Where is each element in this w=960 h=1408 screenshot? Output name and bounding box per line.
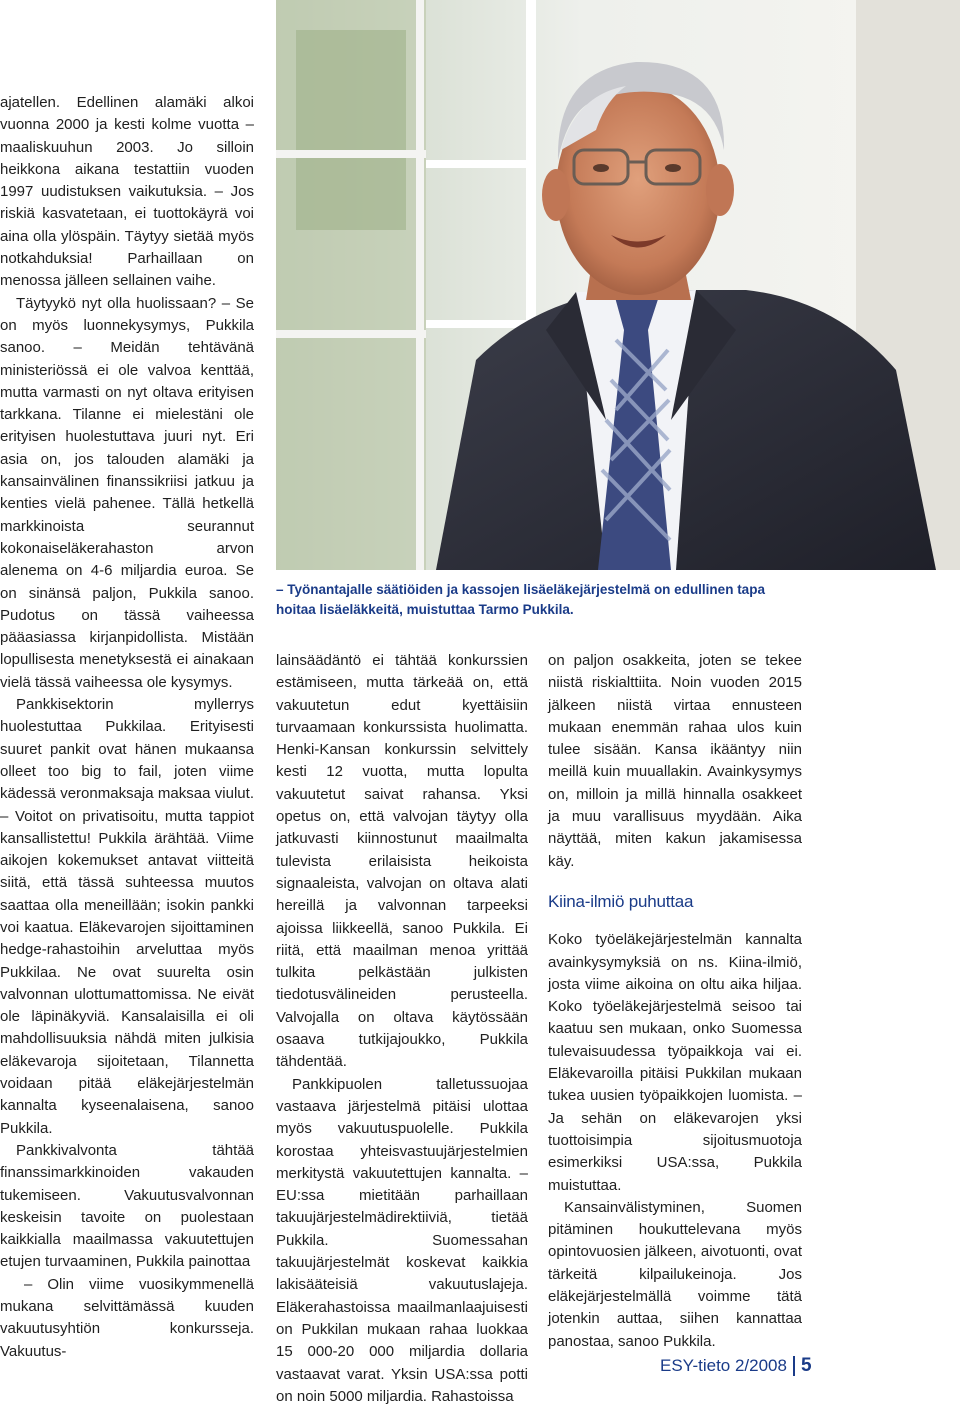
left-article-column	[0, 92, 254, 1363]
portrait-photo	[276, 0, 960, 570]
section-subheading: Kiina-ilmiö puhuttaa	[548, 891, 694, 911]
article-paragraph: Täytyykö nyt olla huolissaan? – Se on myös luonnekysymys, Pukkila sanoo. – Meidän tehtävänä ministeriössä ei ole valvoa kenttää, mutta varmasti on nyt oltava erityisen tarkkana. Tilanne ei mielestäni ole erityisen huolestuttava juuri nyt. Eri asia on, jos talouden alamäki ja kansainvälinen finanssikriisi jatkuu ja kenties vielä pahenee. Tällä hetkellä markkinoista seurannut kokonaiseläkerahaston arvon alenema on 4-6 miljardia euroa. Se on sinänsä paljon, Pukkila sanoo. Pudotus on tässä vaiheessa pääasiassa kirjanpidollista. Mistään lopullisesta menetyksestä ei ainakaan vielä tässä vaiheessa ole kysymys.	[0, 294, 254, 691]
article-paragraph: – Olin viime vuosikymmenellä mukana selvittämässä kuuden vakuutusyhtiön konkursseja. Vakuutus-	[0, 1275, 254, 1360]
middle-article-column	[276, 650, 528, 1408]
article-paragraph: on paljon osakkeita, joten se tekee niistä riskialttiita. Noin vuoden 2015 jälkeen niistä virtaa ennusteen mukaan enemmän rahaa ulos kuin tulee sisään. Kansa ikääntyy niin meillä kuin muuallakin. Avainkysymys on, milloin ja millä hinnalla osakkeet ja muu varallisuus myydään. Aika näyttää, miten kakun jakamisessa käy.	[548, 652, 802, 870]
page-number: 5	[800, 1355, 812, 1376]
page-footer	[660, 1354, 812, 1378]
article-paragraph: Pankkipuolen talletussuojaa vastaava järjestelmä pitäisi ulottaa myös vakuutuspuolelle. Pukkila korostaa yhteisvastuujärjestelmien merkitystä vakuutettujen kannalta. – EU:ssa mietitään parhaillaan takuujärjestelmädirektiiviä, tietää Pukkila. Suomessahan takuujärjestelmät koskevat kaikkia lakisääteisiä vakuutuslajeja. Eläkerahastoissa maailmanlaajuisesti on Pukkilan mukaan rahaa luokkaa 15 000-20 000 miljardia dollaria vastaavat varat. Yksin USA:ssa potti on noin 5000 miljardia. Rahastoissa	[276, 1075, 528, 1405]
photo-caption: – Työnantajalle säätiöiden ja kassojen lisäeläkejärjestelmä on edullinen tapa hoitaa lisäeläkkeitä, muistuttaa Tarmo Pukkila.	[276, 582, 765, 617]
right-article-column	[548, 650, 802, 1353]
article-paragraph: Pankkisektorin myllerrys huolestuttaa Pukkilaa. Erityisesti suuret pankit ovat hänen mukaansa olleet too big to fail, joten viime kädessä veronmaksaja maksaa viulut. – Voitot on privatisoitu, mutta tappiot kansallistettu! Pukkila ärähtää. Viime aikojen kokemukset antavat viitteitä siitä, että tässä suhteessa muutos saattaa olla meneillään; isokin pankki voi kaatua. Eläkevarojen sijoittaminen hedge-rahastoihin arveluttaa myös Pukkilaa. Ne ovat suurelta osin valvonnan ulottumattomissa. Ne eivät ole läpinäkyviä. Kansalaisilla ei oli mahdollisuuksia nähdä miten julkisia eläkevaroja sijoitetaan, Tilannetta voidaan pitää eläkejärjestelmän kannalta kyseenalaisena, sanoo Pukkila.	[0, 696, 254, 1137]
article-paragraph: Kansainvälistyminen, Suomen pitäminen houkuttelevana myös opintovuosien jälkeen, aivotuonti, ovat tärkeitä kilpailukeinoja. Jos eläkejärjestelmällä voimme tätä jotenkin auttaa, siihen kannattaa panostaa, sanoo Pukkila.	[548, 1198, 802, 1350]
article-paragraph: lainsäädäntö ei tähtää konkurssien estämiseen, mutta tärkeää on, että vakuutetun edut kyettäisiin turvaamaan konkurssista huolimatta. Henki-Kansan konkurssin selvittely kesti 12 vuotta, mutta lopulta vakuutetut saivat rahansa. Yksi opetus on, että valvojan täytyy olla jatkuvasti kiinnostunut maailmalta tulevista erilaisista heikoista signaaleista, valvojan on oltava alati hereillä ja valvonnan tarpeeksi ajoissa liikkeellä, sanoo Pukkila. Ei riitä, että maailman menoa yrittää tulkita pelkästään julkisten tiedotusvälineiden perusteella. Valvojalla on oltava käytössään osaava tutkijajoukko, Pukkila tähdentää.	[276, 652, 528, 1071]
article-paragraph: Pankkivalvonta tähtää finanssimarkkinoiden vakauden tukemiseen. Vakuutusvalvonnan keskeisin tavoite on puolestaan kaikkialla maailmassa vakuutettujen etujen turvaaminen, Pukkila painottaa	[0, 1141, 254, 1271]
article-paragraph: Koko työeläkejärjestelmän kannalta avainkysymyksiä on ns. Kiina-ilmiö, josta viime aikoina on oltu aika hiljaa. Koko työeläkejärjestelmä seisoo tai kaatuu sen mukaan, onko Suomessa tulevaisuudessa työpaikkoja vai ei. Eläkevaroilla pitäisi Pukkilan mukaan tukea uusien työpaikkojen luomista. –Ja sehän on eläkevarojen yksi tuottoisimpia sijoitusmuotoja esimerkiksi USA:ssa, Pukkila muistuttaa.	[548, 931, 802, 1194]
publication-name: ESY-tieto 2/2008	[660, 1356, 787, 1375]
footer-divider	[793, 1356, 795, 1376]
article-paragraph: ajatellen. Edellinen alamäki alkoi vuonna 2000 ja kesti kolme vuotta – maaliskuuhun 2003. Jo silloin heikkona aikana testattiin vuoden 1997 uudistuksen vaikutuksia. – Jos riskiä kasvatetaan, ei tuottokäyrä voi aina olla ylöspäin. Täytyy sietää myös notkahduksia! Parhaillaan on menossa jälleen sellainen vaihe.	[0, 94, 254, 290]
